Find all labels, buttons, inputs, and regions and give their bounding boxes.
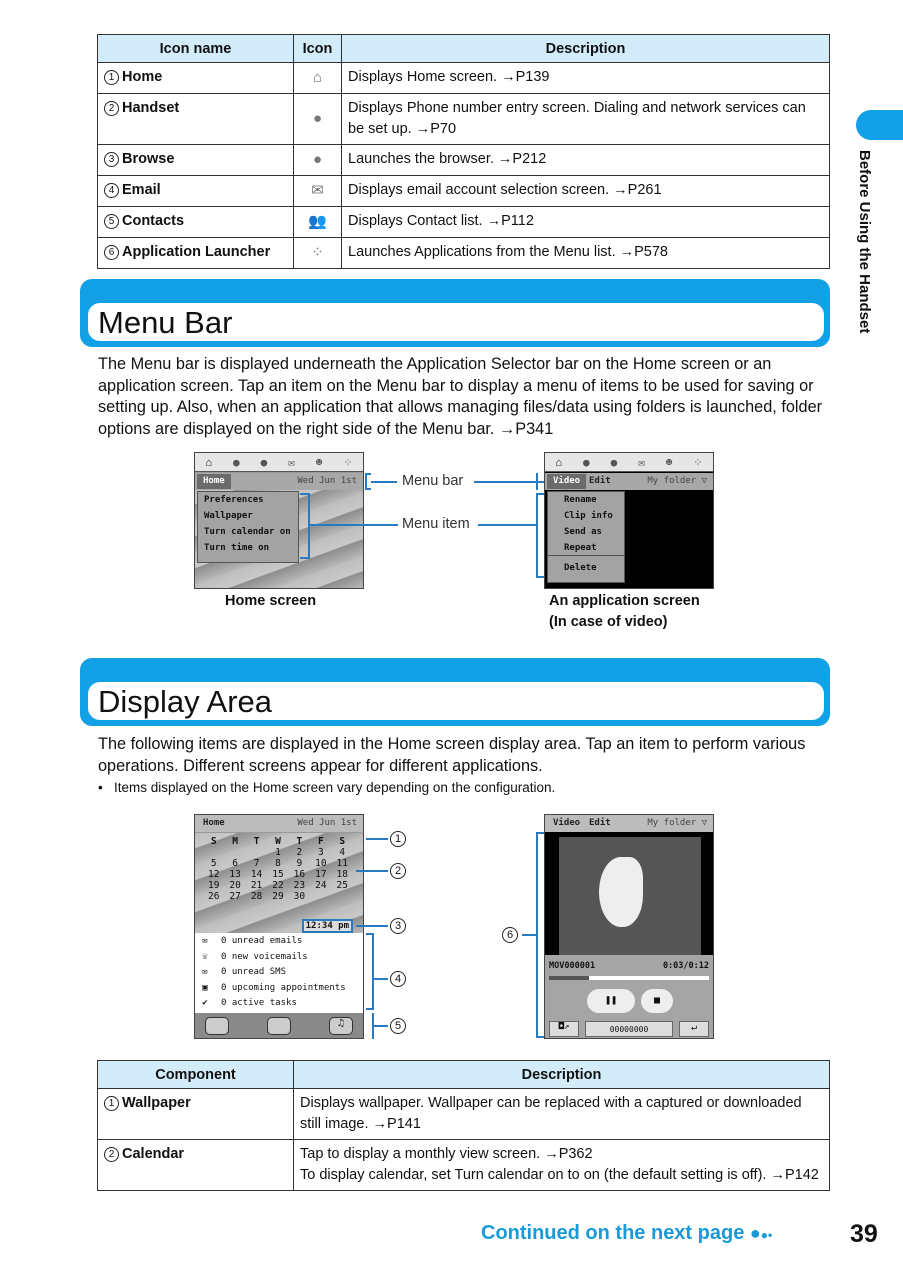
progress-bar[interactable] <box>549 976 709 980</box>
voicemail-icon: ☏ <box>202 951 208 962</box>
component-name: Calendar <box>122 1146 185 1162</box>
handset-icon: ● <box>583 455 590 469</box>
home-icon: ⌂ <box>555 455 563 469</box>
day-header: W <box>275 836 281 847</box>
menu-item[interactable]: Rename <box>564 495 597 505</box>
menu-bar <box>195 473 363 490</box>
email-icon: ✉ <box>288 455 295 469</box>
calendar-day[interactable]: 3 <box>317 847 324 858</box>
th-icon: Icon <box>294 35 342 63</box>
menu-item[interactable]: Clip info <box>564 511 613 521</box>
video-frame <box>559 837 701 955</box>
swan-image <box>599 857 643 927</box>
video-menu <box>547 491 625 583</box>
marker-2: 2 <box>390 863 406 879</box>
calendar-icon: ▣ <box>202 982 208 993</box>
calendar-day[interactable] <box>246 847 267 858</box>
component-desc: Tap to display a monthly view screen. →P362 <box>300 1146 593 1162</box>
menu-item[interactable]: Wallpaper <box>204 511 253 521</box>
notice-item[interactable] <box>195 950 363 966</box>
component-desc-2: To display calendar, set Turn calendar on to on (the default setting is off). →P142 <box>300 1167 819 1183</box>
calendar-day[interactable]: 5 <box>210 858 217 869</box>
globe-icon: ● <box>610 455 618 469</box>
app-screen-image <box>544 452 714 589</box>
row-number: 3 <box>104 152 119 167</box>
callout-menu-bar: Menu bar <box>402 473 464 489</box>
player-controls <box>545 955 713 1038</box>
icon-table <box>97 34 830 269</box>
shortcut-button[interactable] <box>267 1017 291 1035</box>
calendar-day[interactable]: 25 <box>336 880 348 891</box>
section-title: Menu Bar <box>98 305 233 340</box>
calendar-day[interactable] <box>310 891 331 902</box>
notice-text: 0 upcoming appointments <box>221 982 346 993</box>
icon-name: Browse <box>122 151 175 167</box>
handset-icon: ● <box>233 455 240 469</box>
marker-3: 3 <box>390 918 406 934</box>
date-label: Wed Jun 1st <box>297 476 357 486</box>
calendar-day[interactable]: 6 <box>232 858 238 869</box>
table-row <box>98 238 830 269</box>
table-row <box>98 1140 830 1191</box>
day-header: T <box>253 836 260 847</box>
playback-time: 0:03/0:12 <box>662 961 709 971</box>
row-number: 2 <box>104 1147 119 1162</box>
icon-name: Handset <box>122 100 180 116</box>
camera-icon[interactable]: ◘↗ <box>549 1021 579 1037</box>
home-icon: ⌂ <box>312 69 323 86</box>
day-header: S <box>210 836 217 847</box>
calendar-day[interactable] <box>332 891 353 902</box>
calendar-day[interactable]: 8 <box>275 858 281 869</box>
side-tab-marker <box>856 110 903 140</box>
th-description: Description <box>294 1061 830 1089</box>
clock[interactable]: 12:34 pm <box>302 919 353 933</box>
day-header: F <box>317 836 324 847</box>
pause-button[interactable]: ❚❚ <box>587 989 635 1013</box>
side-tab-label: Before Using the Handset <box>856 150 873 334</box>
email-icon: ✉ <box>638 455 645 469</box>
calendar-day[interactable]: 13 <box>229 869 241 880</box>
icon-name: Contacts <box>122 213 185 229</box>
calendar-day[interactable]: 11 <box>336 858 348 869</box>
row-number: 4 <box>104 183 119 198</box>
calendar-day[interactable] <box>224 847 245 858</box>
shortcut-bar <box>195 1013 363 1038</box>
calendar-day[interactable]: 23 <box>293 880 306 891</box>
calendar-day[interactable]: 26 <box>207 891 220 902</box>
bullet-note: • Items displayed on the Home screen vary depending on the configuration. <box>98 780 556 795</box>
home-title: Home <box>203 818 225 828</box>
th-icon-name: Icon name <box>98 35 294 63</box>
table-row <box>98 207 830 238</box>
menu-video[interactable]: Video <box>553 818 581 828</box>
table-row <box>98 176 830 207</box>
marker-5: 5 <box>390 1018 406 1034</box>
icon-desc: Launches the browser. →P212 <box>342 145 830 176</box>
contacts-icon: ☻ <box>665 455 673 469</box>
table-row <box>98 94 830 145</box>
music-icon[interactable]: ♫ <box>329 1017 353 1035</box>
section-header-display-area <box>80 658 830 726</box>
notice-item[interactable] <box>195 965 363 981</box>
row-number: 6 <box>104 245 119 260</box>
contacts-icon: 👥 <box>308 213 327 230</box>
calendar-day[interactable]: 27 <box>229 891 241 902</box>
calendar-day[interactable]: 18 <box>336 869 348 880</box>
menu-item[interactable]: Turn time on <box>204 543 270 553</box>
calendar-day[interactable]: 17 <box>315 869 327 880</box>
stop-button[interactable]: ■ <box>641 989 673 1013</box>
icon-desc: Displays Phone number entry screen. Dialing and network services can be set up. →P70 <box>342 94 830 145</box>
home-icon: ⌂ <box>205 455 213 469</box>
calendar-day[interactable]: 21 <box>250 880 263 891</box>
notice-item[interactable] <box>195 996 363 1012</box>
caption-home-screen: Home screen <box>225 593 317 609</box>
icon-name: Email <box>122 182 161 198</box>
table-row <box>98 1089 830 1140</box>
dots-icon: ●●• <box>749 1223 773 1243</box>
calendar-day[interactable]: 12 <box>207 869 220 880</box>
continued-text: Continued on the next page <box>481 1222 745 1244</box>
marker-1: 1 <box>390 831 406 847</box>
handset-icon: ● <box>312 110 323 127</box>
file-name: MOV000001 <box>549 961 596 971</box>
menu-item[interactable]: Preferences <box>204 495 264 505</box>
counter-value: 00000000 <box>609 1025 649 1034</box>
calendar[interactable] <box>203 836 353 902</box>
calendar-day[interactable]: 22 <box>272 880 284 891</box>
calendar-day[interactable]: 24 <box>315 880 327 891</box>
caption-app-screen-sub: (In case of video) <box>549 614 668 630</box>
check-icon: ✔ <box>202 998 208 1008</box>
day-header: T <box>296 836 303 847</box>
calendar-header <box>203 836 353 847</box>
calendar-day[interactable]: 28 <box>250 891 263 902</box>
notice-text: 0 active tasks <box>221 998 297 1008</box>
calendar-day[interactable]: 10 <box>315 858 327 869</box>
menu-bar <box>545 473 713 490</box>
section-title: Display Area <box>98 684 273 719</box>
calendar-day[interactable]: 20 <box>229 880 241 891</box>
row-number: 2 <box>104 101 119 116</box>
calendar-day[interactable]: 15 <box>272 869 284 880</box>
icon-name: Application Launcher <box>122 244 271 260</box>
component-desc: Displays wallpaper. Wallpaper can be replaced with a captured or downloaded still image. →P141 <box>294 1089 830 1140</box>
menu-video[interactable]: Video <box>547 474 586 489</box>
continued-note <box>481 1222 772 1245</box>
notification-area <box>195 933 363 1013</box>
sms-icon: ✉ <box>202 967 208 977</box>
folder-dropdown[interactable]: My folder ▽ <box>647 818 707 828</box>
video-screen-image <box>544 814 714 1039</box>
notice-text: 0 new voicemails <box>221 951 308 962</box>
calendar-day[interactable]: 1 <box>275 847 281 858</box>
contacts-icon: ☻ <box>315 455 323 469</box>
day-header: S <box>339 836 346 847</box>
home-menu <box>197 491 299 563</box>
calendar-day[interactable]: 9 <box>296 858 303 869</box>
th-component: Component <box>98 1061 294 1089</box>
app-launcher-icon: ⁘ <box>343 455 353 469</box>
calendar-day[interactable]: 14 <box>250 869 263 880</box>
menu-item[interactable]: Turn calendar on <box>204 527 291 537</box>
calendar-day[interactable]: 7 <box>253 858 260 869</box>
globe-icon: ● <box>260 455 268 469</box>
calendar-day[interactable]: 16 <box>293 869 306 880</box>
home-screen-image <box>194 452 364 589</box>
icon-name: Home <box>122 69 163 85</box>
icon-desc: Displays Contact list. →P112 <box>342 207 830 238</box>
caption-app-screen: An application screen <box>549 593 700 609</box>
app-selector-bar <box>195 453 363 472</box>
th-description: Description <box>342 35 830 63</box>
menu-bar-paragraph: The Menu bar is displayed underneath the Application Selector bar on the Home screen or an application screen. Tap an item on the Menu bar to display a menu of items to be used for saving or setting up. Also, when an application that allows managing files/data using folders is launched, folder options are displayed on the right side of the Menu bar. →P341 <box>98 355 823 438</box>
bullet-text: Items displayed on the Home screen vary depending on the configuration. <box>113 780 556 795</box>
email-icon: ✉ <box>311 182 324 199</box>
back-icon[interactable]: ↵ <box>679 1021 709 1037</box>
table-row <box>98 63 830 94</box>
calendar-day[interactable]: 4 <box>339 847 346 858</box>
row-number: 1 <box>104 1096 119 1111</box>
menu-item[interactable]: Send as <box>564 527 602 537</box>
shortcut-button[interactable] <box>205 1017 229 1035</box>
calendar-day[interactable]: 2 <box>296 847 303 858</box>
calendar-day[interactable]: 19 <box>207 880 220 891</box>
notice-item[interactable] <box>195 934 363 950</box>
folder-dropdown[interactable]: My folder ▽ <box>647 476 707 486</box>
notice-item[interactable] <box>195 981 363 997</box>
globe-icon: ● <box>312 151 323 168</box>
display-area-paragraph: The following items are displayed in the Home screen display area. Tap an item to perform various operations. Different screens appear for different applications. <box>98 735 806 775</box>
callout-menu-item: Menu item <box>402 516 470 532</box>
icon-desc: Launches Applications from the Menu list. →P578 <box>342 238 830 269</box>
notice-text: 0 unread SMS <box>221 967 287 977</box>
notice-text: 0 unread emails <box>221 936 303 946</box>
component-table <box>97 1060 830 1191</box>
counter[interactable] <box>585 1021 673 1037</box>
app-launcher-icon: ⁘ <box>693 455 703 469</box>
home-display-image <box>194 814 364 1039</box>
row-number: 5 <box>104 214 119 229</box>
menu-edit[interactable]: Edit <box>589 818 611 828</box>
email-icon: ✉ <box>202 936 208 946</box>
icon-desc: Displays email account selection screen. →P261 <box>342 176 830 207</box>
menu-item[interactable]: Delete <box>564 563 597 573</box>
marker-6: 6 <box>502 927 518 943</box>
icon-desc: Displays Home screen. →P139 <box>342 63 830 94</box>
calendar-day[interactable]: 30 <box>293 891 306 902</box>
table-row <box>98 145 830 176</box>
app-selector-bar <box>545 453 713 472</box>
section-header-menu-bar <box>80 279 830 347</box>
calendar-day[interactable]: 29 <box>272 891 284 902</box>
menu-edit[interactable]: Edit <box>589 476 611 486</box>
day-header: M <box>232 836 238 847</box>
date-label: Wed Jun 1st <box>297 818 357 828</box>
page-number: 39 <box>850 1220 878 1248</box>
menu-home[interactable]: Home <box>197 474 231 489</box>
menu-item[interactable]: Repeat <box>548 540 624 556</box>
row-number: 1 <box>104 70 119 85</box>
marker-4: 4 <box>390 971 406 987</box>
calendar-day[interactable] <box>203 847 224 858</box>
component-name: Wallpaper <box>122 1095 191 1111</box>
app-launcher-icon: ⁘ <box>311 244 324 261</box>
